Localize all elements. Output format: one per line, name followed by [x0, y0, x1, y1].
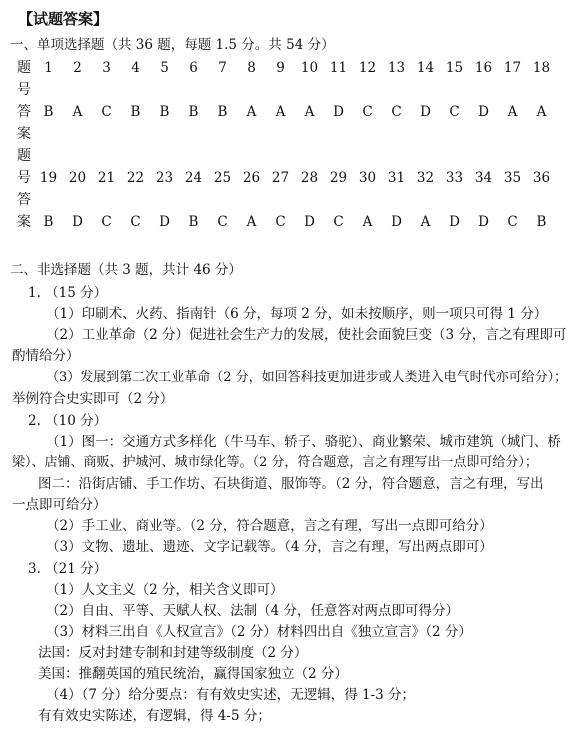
- q3-p3: （3）材料三出自《人权宣言》（2 分）材料四出自《独立宣言》（2 分）: [46, 624, 472, 640]
- label-cell: 题: [17, 60, 31, 76]
- label-cell: 号: [17, 170, 31, 186]
- section2-heading: 二、非选择题（共 3 题，共计 46 分）: [10, 262, 242, 278]
- label-cell: 号: [17, 82, 31, 98]
- q3-p4: （4）（7 分）给分要点：有有效史实述，无逻辑，得 1-3 分；: [46, 687, 416, 703]
- answer-cell: A: [275, 104, 286, 120]
- answer-cell: C: [101, 214, 112, 230]
- q-num: 30: [358, 170, 377, 186]
- q-num: 16: [474, 60, 493, 76]
- answer-cell: B: [43, 104, 54, 120]
- answer-cell: D: [333, 104, 344, 120]
- q-num: 18: [532, 60, 551, 76]
- q2-p3: （3）文物、遗址、遗迹、文字记载等。（4 分，言之有理，写出两点即可）: [46, 539, 493, 555]
- answer-cell: B: [188, 214, 199, 230]
- answer-cell: D: [72, 214, 83, 230]
- answer-cell: A: [507, 104, 518, 120]
- answer-cell: D: [478, 214, 489, 230]
- label-cell: 案: [17, 214, 31, 230]
- q-num: 3: [102, 60, 111, 76]
- q1-p2a: （2）工业革命（2 分）促进社会生产力的发展，使社会面貌巨变（3 分，言之有理即可: [46, 327, 567, 343]
- section1-heading: 一、单项选择题（共 36 题，每题 1.5 分。共 54 分）: [10, 37, 335, 53]
- q-num: 34: [474, 170, 493, 186]
- table-row: [14, 101, 556, 123]
- table-row: [14, 57, 556, 79]
- q3-p1: （1）人文主义（2 分，相关含义即可）: [46, 582, 284, 598]
- answer-cell: C: [391, 104, 402, 120]
- answer-cell: D: [449, 214, 460, 230]
- q-num: 22: [126, 170, 145, 186]
- q-num: 20: [68, 170, 87, 186]
- q3-head: 3. （21 分）: [28, 561, 108, 577]
- page-title: 【试题答案】: [18, 10, 109, 28]
- q-num: 17: [503, 60, 522, 76]
- label-cell: 案: [17, 126, 31, 142]
- table-row: [14, 211, 556, 233]
- q-num: 36: [532, 170, 551, 186]
- q-num: 23: [155, 170, 174, 186]
- q-num: 19: [39, 170, 58, 186]
- q-num: 24: [184, 170, 203, 186]
- answer-cell: D: [159, 214, 170, 230]
- q-num: 8: [247, 60, 256, 76]
- answer-cell: A: [72, 104, 83, 120]
- table-row: [14, 167, 556, 189]
- q3-p2: （2）自由、平等、天赋人权、法制（4 分，任意答对两点即可得分）: [46, 603, 459, 619]
- q-num: 25: [213, 170, 232, 186]
- q1-p1: （1）印刷术、火药、指南针（6 分，每项 2 分，如未按顺序，则一项只可得 1 分）: [46, 306, 548, 322]
- q2-p1a: （1）图一：交通方式多样化（牛马车、轿子、骆驼）、商业繁荣、城市建筑（城门、桥: [46, 434, 561, 450]
- table-row: [14, 189, 556, 211]
- answer-cell: A: [420, 214, 431, 230]
- q-num: 28: [300, 170, 319, 186]
- q-num: 7: [218, 60, 227, 76]
- label-cell: 答: [17, 192, 31, 208]
- q-num: 6: [189, 60, 198, 76]
- q-num: 2: [73, 60, 82, 76]
- answer-cell: A: [362, 214, 373, 230]
- answer-cell: C: [333, 214, 344, 230]
- q-num: 5: [160, 60, 169, 76]
- q-num: 10: [300, 60, 319, 76]
- q-num: 1: [44, 60, 53, 76]
- q-num: 11: [329, 60, 348, 76]
- q-num: 32: [416, 170, 435, 186]
- answer-cell: C: [130, 214, 141, 230]
- q1-p3a: （3）发展到第二次工业革命（2 分，如回答科技更加进步或人类进入电气时代亦可给分）；: [46, 370, 568, 385]
- q-num: 12: [358, 60, 377, 76]
- q2-p1d: 一点即可给分）: [12, 497, 107, 513]
- answer-cell: B: [43, 214, 54, 230]
- answer-cell: D: [478, 104, 489, 120]
- q3-p4b: 有有效史实陈述，有逻辑，得 4-5 分；: [38, 708, 271, 724]
- table-row: [14, 145, 556, 167]
- q-num: 26: [242, 170, 261, 186]
- label-cell: 题: [17, 148, 31, 164]
- answer-cell: C: [449, 104, 460, 120]
- answer-cell: D: [391, 214, 402, 230]
- q1-p2b: 酌情给分）: [12, 348, 80, 364]
- q3-france: 法国：反对封建专制和封建等级制度（2 分）: [38, 645, 308, 661]
- q3-usa: 美国：推翻英国的殖民统治，赢得国家独立（2 分）: [38, 666, 348, 682]
- q1-head: 1. （15 分）: [28, 285, 108, 301]
- answer-cell: B: [159, 104, 170, 120]
- q2-head: 2. （10 分）: [28, 413, 108, 429]
- answer-cell: C: [275, 214, 286, 230]
- answer-cell: C: [101, 104, 112, 120]
- q-num: 21: [97, 170, 116, 186]
- answer-cell: B: [217, 104, 228, 120]
- answer-cell: A: [246, 214, 257, 230]
- answer-cell: C: [362, 104, 373, 120]
- answer-cell: A: [536, 104, 547, 120]
- q-num: 27: [271, 170, 290, 186]
- q-num: 33: [445, 170, 464, 186]
- q-num: 15: [445, 60, 464, 76]
- answer-cell: D: [304, 214, 315, 230]
- answer-cell: B: [130, 104, 141, 120]
- answer-cell: C: [507, 214, 518, 230]
- q-num: 9: [276, 60, 285, 76]
- q-num: 14: [416, 60, 435, 76]
- q1-p3b: 举例符合史实即可（2 分）: [12, 391, 174, 407]
- answer-cell: A: [304, 104, 315, 120]
- answer-cell: D: [420, 104, 431, 120]
- q2-p2: （2）手工业、商业等。（2 分，符合题意，言之有理，写出一点即可给分）: [46, 518, 493, 534]
- answer-table: [14, 57, 556, 233]
- label-cell: 答: [17, 104, 31, 120]
- q2-p1b: 梁）、店铺、商贩、护城河、城市绿化等。（2 分，符合题意，言之有理写出一点即可给分）；: [12, 455, 538, 470]
- table-row: [14, 123, 556, 145]
- q-num: 31: [387, 170, 406, 186]
- q-num: 13: [387, 60, 406, 76]
- q-num: 35: [503, 170, 522, 186]
- table-row: [14, 79, 556, 101]
- answer-cell: B: [188, 104, 199, 120]
- answer-cell: A: [246, 104, 257, 120]
- q-num: 29: [329, 170, 348, 186]
- answer-cell: B: [536, 214, 547, 230]
- q2-p1c: 图二：沿街店铺、手工作坊、石块街道、服饰等。（2 分，符合题意，言之有理，写出: [38, 476, 544, 492]
- answer-cell: C: [217, 214, 228, 230]
- q-num: 4: [131, 60, 140, 76]
